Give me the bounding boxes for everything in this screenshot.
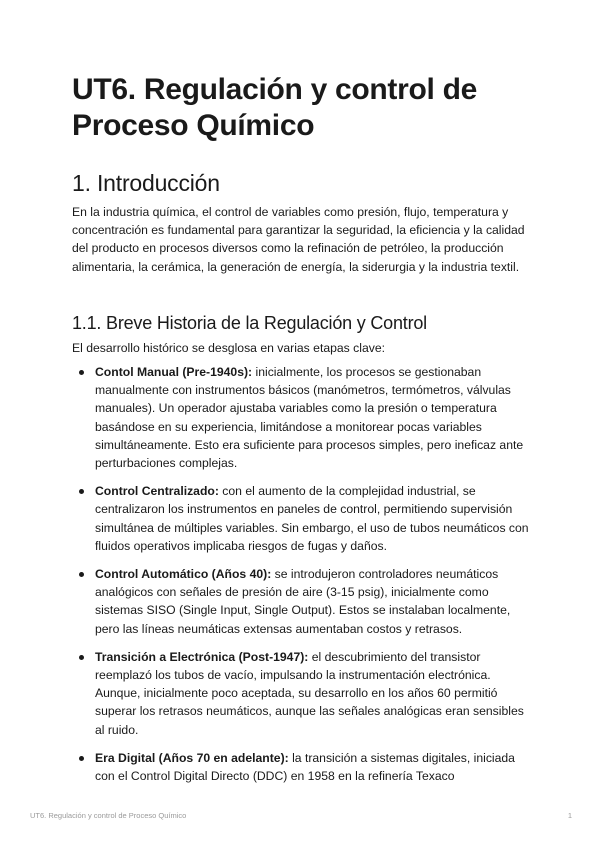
bullet-icon (79, 489, 84, 494)
page-number: 1 (567, 811, 572, 820)
subsection-lead: El desarrollo histórico se desglosa en varias etapas clave: (72, 341, 385, 355)
list-item-text: inicialmente, los procesos se gestionaban manualmente con instrumentos básicos (manómetros, termómetros, válvulas manuales). Un operador ajustaba variables como la presión o temperatura basándose en su experiencia, limitándose a monitorear pocas variables simultáneamente. Esto era suficiente para procesos simples, pero ineficaz ante perturbaciones complejas. (95, 365, 524, 471)
bullet-icon (79, 655, 84, 660)
list-item-term: Contol Manual (Pre-1940s): (95, 365, 253, 379)
list-item (72, 565, 534, 638)
list-item-term: Control Automático (Años 40): (95, 567, 272, 582)
list-item (72, 648, 534, 739)
list-item-text: con el aumento de la complejidad industrial, se centralizaron los instrumentos en paneles de control, permitiendo supervisión simultánea de múltiples variables. Sin embargo, el uso de tubos neumáticos con fluidos operativos implicaba riesgos de fugas y daños. (95, 484, 529, 553)
list-item-text: la transición a sistemas digitales, iniciada con el Control Digital Directo (DDC) en 1958 en la refinería Texaco (95, 750, 515, 784)
list-item (72, 749, 534, 785)
list-item-text: se introdujeron controladores neumáticos analógicos con señales de presión de aire (3-15 psig), inicialmente como sistemas SISO (Single Input, Single Output). Estos se instalaban localmente, pero las líneas neumáticas extensas aumentaban costos y retrasos. (95, 567, 511, 636)
list-item-text: el descubrimiento del transistor reemplazó los tubos de vacío, impulsando la instrumentación electrónica. Aunque, inicialmente poco aceptada, su desarrollo en los años 60 permitió superar los retrasos neumáticos, aunque las señales analógicas eran sensibles al ruido. (95, 649, 524, 737)
list-item-term: Transición a Electrónica (Post-1947): (95, 649, 309, 664)
list-item (72, 482, 534, 555)
subsection-heading: 1.1. Breve Historia de la Regulación y Control (72, 313, 427, 333)
page-footer (30, 811, 572, 820)
bullet-icon (79, 756, 84, 761)
footer-running-title: UT6. Regulación y control de Proceso Químico (30, 811, 187, 820)
intro-paragraph: En la industria química, el control de variables como presión, flujo, temperatura y concentración es fundamental para garantizar la seguridad, la eficiencia y la calidad del producto en procesos diversos como la refinación de petróleo, la producción alimentaria, la cerámica, la generación de energía, la siderurgia y la industria textil. (72, 205, 525, 274)
document-title: UT6. Regulación y control de Proceso Químico (72, 73, 477, 142)
history-stage-list (72, 363, 534, 795)
bullet-icon (79, 370, 84, 375)
section-heading: 1. Introducción (72, 170, 220, 196)
list-item-term: Control Centralizado: (95, 484, 219, 499)
list-item-term: Era Digital (Años 70 en adelante): (95, 750, 289, 765)
bullet-icon (79, 572, 84, 577)
list-item (72, 363, 534, 472)
